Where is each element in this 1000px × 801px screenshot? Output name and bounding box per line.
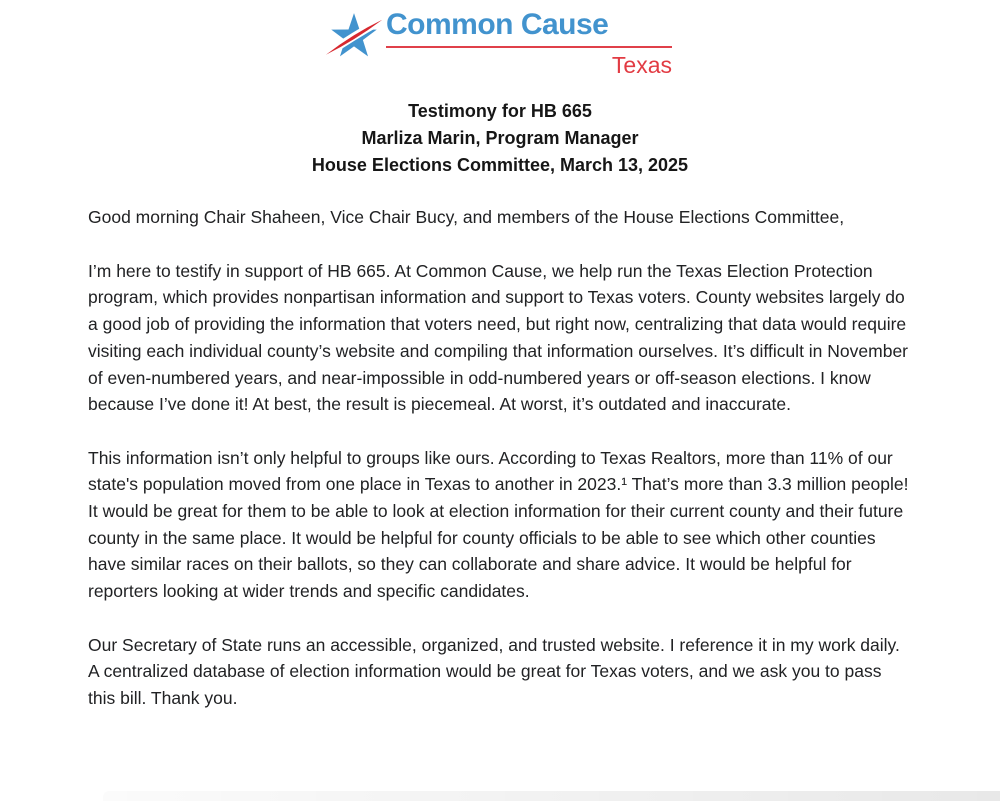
logo-text (386, 8, 672, 78)
star-swoosh-icon (328, 10, 380, 62)
heading-line-author: Marliza Marin, Program Manager (361, 128, 639, 149)
body-paragraph: I’m here to testify in support of HB 665. At Common Cause, we help run the Texas Election Protection program, which provides nonpartisan information and support to Texas voters. County websites largely do a good job of providing the information that voters need, but right now, centralizing that data would require visiting each individual county’s website and compiling that information ourselves. It’s difficult in November of even-numbered years, and near-impossible in odd-numbered years or off-season elections. I know because I’ve done it! At best, the result is piecemeal. At worst, it’s outdated and inaccurate. (88, 260, 909, 415)
org-name: Common Cause (386, 8, 609, 41)
body-paragraph: This information isn’t only helpful to groups like ours. According to Texas Realtors, more than 11% of our state's population moved from one place in Texas to another in 2023.¹ That’s more than 3.3 million people! It would be great for them to be able to look at election information for their current county and their future county in the same place. It would be helpful for county officials to be able to see which other counties have similar races on their ballots, so they can collaborate and share advice. It would be helpful for reporters looking at wider trends and specific candidates. (88, 447, 909, 602)
testimony-heading (0, 98, 1000, 179)
body-paragraph-closing: Our Secretary of State runs an accessible, organized, and trusted website. I reference it in my work daily. A centralized database of election information would be great for Texas voters, and we ask you to pass this bill. Thank you. (88, 634, 900, 708)
heading-line-title: Testimony for HB 665 (408, 101, 592, 122)
logo-rule (386, 46, 672, 48)
body-paragraph-salutation: Good morning Chair Shaheen, Vice Chair Bucy, and members of the House Elections Committee, (88, 207, 845, 228)
heading-line-committee-date: House Elections Committee, March 13, 2025 (311, 155, 689, 176)
region-name: Texas (611, 52, 672, 78)
testimony-body (88, 204, 912, 711)
page-edge-shadow (103, 791, 1000, 801)
common-cause-logo (0, 0, 1000, 78)
